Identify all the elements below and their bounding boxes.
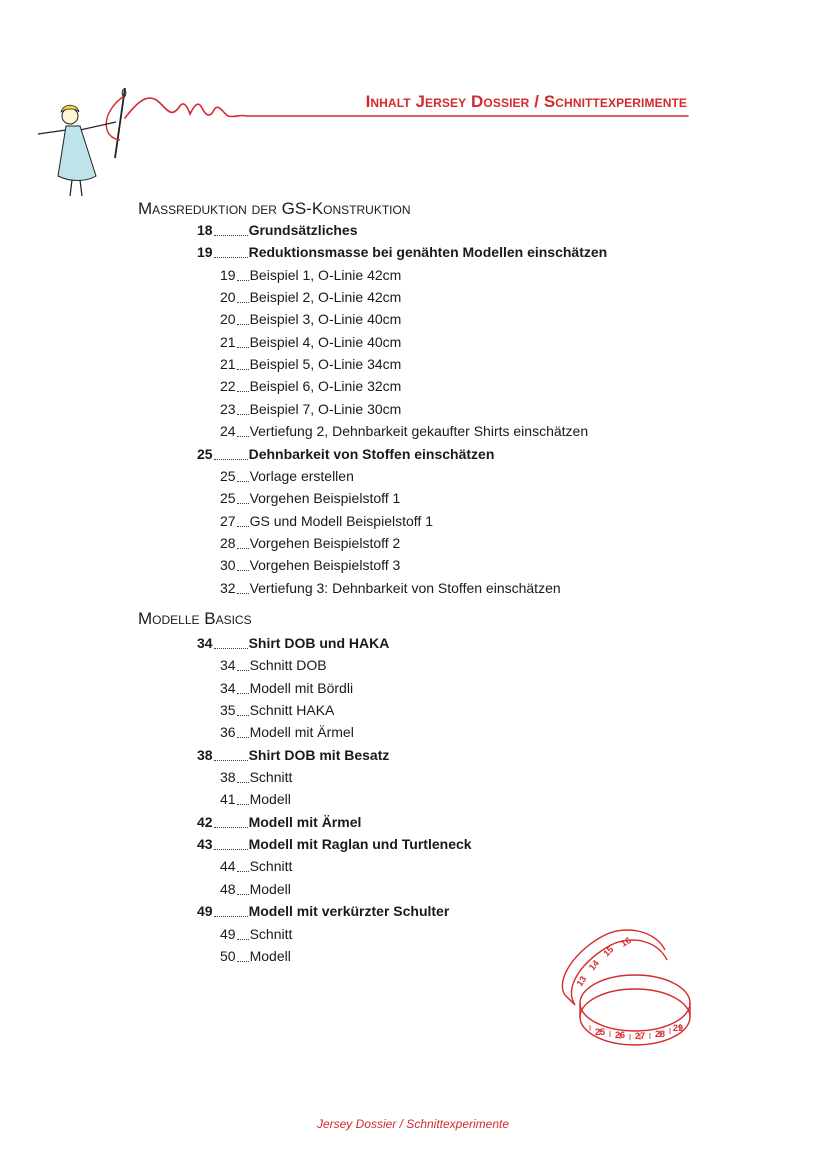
page-footer: Jersey Dossier / Schnittexperimente: [316, 1117, 510, 1131]
toc-title: Schnitt: [249, 858, 293, 874]
tape-number: 14: [586, 958, 601, 973]
toc-entry[interactable]: [220, 879, 291, 899]
toc-dot-leader: [237, 526, 249, 527]
toc-dot-leader: [237, 939, 249, 940]
toc-entry[interactable]: [197, 633, 389, 653]
toc-title: Modell: [249, 791, 291, 807]
toc-title: Modell mit Bördli: [249, 680, 354, 696]
toc-dot-leader: [237, 871, 249, 872]
toc-page-number: 28: [220, 535, 236, 551]
toc-dot-leader: [237, 570, 249, 571]
toc-entry[interactable]: [220, 309, 401, 329]
toc-title: Beispiel 5, O-Linie 34cm: [249, 356, 402, 372]
toc-title: Vertiefung 3: Dehnbarkeit von Stoffen einschätzen: [249, 580, 561, 596]
toc-page-number: 23: [220, 401, 236, 417]
toc-title: Vorgehen Beispielstoff 1: [249, 490, 401, 506]
toc-page-number: 48: [220, 881, 236, 897]
toc-title: Beispiel 1, O-Linie 42cm: [249, 267, 402, 283]
toc-entry[interactable]: [220, 466, 354, 486]
toc-entry[interactable]: [220, 265, 401, 285]
toc-page-number: 18: [197, 222, 213, 238]
toc-entry[interactable]: [197, 745, 389, 765]
toc-title: Modell: [249, 881, 291, 897]
toc-entry[interactable]: [220, 578, 561, 598]
toc-entry[interactable]: [220, 655, 327, 675]
toc-dot-leader: [237, 391, 249, 392]
toc-title: Vertiefung 2, Dehnbarkeit gekaufter Shirts einschätzen: [249, 423, 589, 439]
toc-dot-leader: [237, 593, 249, 594]
toc-entry[interactable]: [220, 924, 292, 944]
toc-title: Grundsätzliches: [248, 222, 358, 238]
toc-dot-leader: [237, 436, 249, 437]
toc-page-number: 25: [197, 446, 213, 462]
toc-title: Shirt DOB mit Besatz: [248, 747, 390, 763]
toc-page-number: 19: [197, 244, 213, 260]
toc-entry[interactable]: [220, 399, 401, 419]
toc-entry[interactable]: [220, 421, 588, 441]
toc-title: Beispiel 6, O-Linie 32cm: [249, 378, 402, 394]
toc-entry[interactable]: [220, 376, 401, 396]
toc-dot-leader: [214, 257, 248, 258]
toc-page-number: 25: [220, 490, 236, 506]
tape-number: 27: [635, 1031, 646, 1041]
section-heading-modelle-basics: Modelle Basics: [138, 609, 252, 628]
toc-title: Schnitt DOB: [249, 657, 327, 673]
toc-entry[interactable]: [220, 555, 400, 575]
toc-dot-leader: [237, 548, 249, 549]
toc-entry[interactable]: [220, 511, 433, 531]
toc-entry[interactable]: [197, 444, 494, 464]
toc-title: Schnitt: [249, 926, 293, 942]
toc-entry[interactable]: [220, 789, 291, 809]
toc-title: Beispiel 4, O-Linie 40cm: [249, 334, 402, 350]
toc-entry[interactable]: [197, 812, 361, 832]
toc-entry[interactable]: [220, 946, 291, 966]
toc-dot-leader: [214, 459, 248, 460]
toc-entry[interactable]: [220, 700, 334, 720]
toc-dot-leader: [214, 849, 248, 850]
toc-page-number: 38: [220, 769, 236, 785]
toc-dot-leader: [237, 369, 249, 370]
tape-number: 13: [574, 974, 589, 989]
tape-number: 26: [615, 1030, 626, 1040]
toc-entry[interactable]: [197, 220, 358, 240]
tape-number: 28: [655, 1029, 666, 1039]
toc-dot-leader: [237, 693, 249, 694]
toc-entry[interactable]: [220, 856, 292, 876]
toc-entry[interactable]: [197, 901, 449, 921]
toc-dot-leader: [237, 280, 249, 281]
toc-page-number: 38: [197, 747, 213, 763]
toc-entry[interactable]: [220, 332, 401, 352]
toc-page-number: 21: [220, 356, 236, 372]
toc-dot-leader: [214, 760, 248, 761]
toc-page-number: 24: [220, 423, 236, 439]
toc-dot-leader: [237, 347, 249, 348]
toc-page-number: 35: [220, 702, 236, 718]
toc-entry[interactable]: [220, 722, 354, 742]
toc-entry[interactable]: [220, 287, 401, 307]
toc-entry[interactable]: [220, 678, 353, 698]
tape-number: 25: [595, 1027, 606, 1037]
toc-title: Schnitt: [249, 769, 293, 785]
toc-title: Dehnbarkeit von Stoffen einschätzen: [248, 446, 495, 462]
toc-page-number: 43: [197, 836, 213, 852]
toc-dot-leader: [237, 782, 249, 783]
tape-number: 29: [673, 1023, 684, 1033]
toc-page-number: 25: [220, 468, 236, 484]
toc-page-number: 50: [220, 948, 236, 964]
toc-dot-leader: [214, 235, 248, 236]
toc-title: Vorlage erstellen: [249, 468, 354, 484]
toc-dot-leader: [237, 961, 249, 962]
toc-title: Shirt DOB und HAKA: [248, 635, 390, 651]
toc-page-number: 27: [220, 513, 236, 529]
toc-page-number: 49: [220, 926, 236, 942]
toc-dot-leader: [237, 670, 249, 671]
toc-title: Vorgehen Beispielstoff 3: [249, 557, 401, 573]
toc-page-number: 20: [220, 311, 236, 327]
toc-page-number: 19: [220, 267, 236, 283]
toc-entry[interactable]: [220, 767, 292, 787]
toc-page-number: 44: [220, 858, 236, 874]
toc-entry[interactable]: [197, 834, 472, 854]
toc-dot-leader: [237, 414, 249, 415]
toc-page-number: 41: [220, 791, 236, 807]
toc-page-number: 42: [197, 814, 213, 830]
toc-title: Modell mit verkürzter Schulter: [248, 903, 450, 919]
toc-dot-leader: [237, 481, 249, 482]
toc-entry[interactable]: [220, 488, 400, 508]
toc-dot-leader: [214, 648, 248, 649]
section-heading-massreduktion: Massreduktion der GS-Konstruktion: [138, 199, 411, 218]
toc-page-number: 49: [197, 903, 213, 919]
toc-dot-leader: [237, 503, 249, 504]
toc-dot-leader: [237, 804, 249, 805]
toc-dot-leader: [237, 715, 249, 716]
toc-title: Schnitt HAKA: [249, 702, 335, 718]
toc-dot-leader: [237, 324, 249, 325]
toc-title: Beispiel 2, O-Linie 42cm: [249, 289, 402, 305]
toc-page-number: 34: [220, 680, 236, 696]
toc-page-number: 32: [220, 580, 236, 596]
toc-page-number: 34: [220, 657, 236, 673]
toc-title: Modell: [249, 948, 291, 964]
toc-dot-leader: [237, 894, 249, 895]
toc-entry[interactable]: [197, 242, 607, 262]
tape-measure-icon: [545, 925, 695, 1055]
toc-entry[interactable]: [220, 354, 401, 374]
toc-page-number: 36: [220, 724, 236, 740]
toc-title: GS und Modell Beispielstoff 1: [249, 513, 433, 529]
toc-page-number: 20: [220, 289, 236, 305]
toc-page-number: 21: [220, 334, 236, 350]
toc-title: Beispiel 3, O-Linie 40cm: [249, 311, 402, 327]
toc-dot-leader: [214, 916, 248, 917]
toc-title: Modell mit Ärmel: [248, 814, 362, 830]
toc-title: Modell mit Raglan und Turtleneck: [248, 836, 472, 852]
toc-page-number: 30: [220, 557, 236, 573]
toc-title: Vorgehen Beispielstoff 2: [249, 535, 401, 551]
toc-title: Modell mit Ärmel: [249, 724, 354, 740]
toc-dot-leader: [237, 302, 249, 303]
toc-entry[interactable]: [220, 533, 400, 553]
page-title: Inhalt Jersey Dossier / Schnittexperimente: [365, 92, 687, 111]
toc-page-number: 22: [220, 378, 236, 394]
toc-dot-leader: [214, 827, 248, 828]
toc-page-number: 34: [197, 635, 213, 651]
toc-dot-leader: [237, 737, 249, 738]
tape-number: 16: [619, 935, 633, 949]
toc-title: Reduktionsmasse bei genähten Modellen einschätzen: [248, 244, 608, 260]
tape-number: 15: [601, 944, 616, 959]
toc-title: Beispiel 7, O-Linie 30cm: [249, 401, 402, 417]
